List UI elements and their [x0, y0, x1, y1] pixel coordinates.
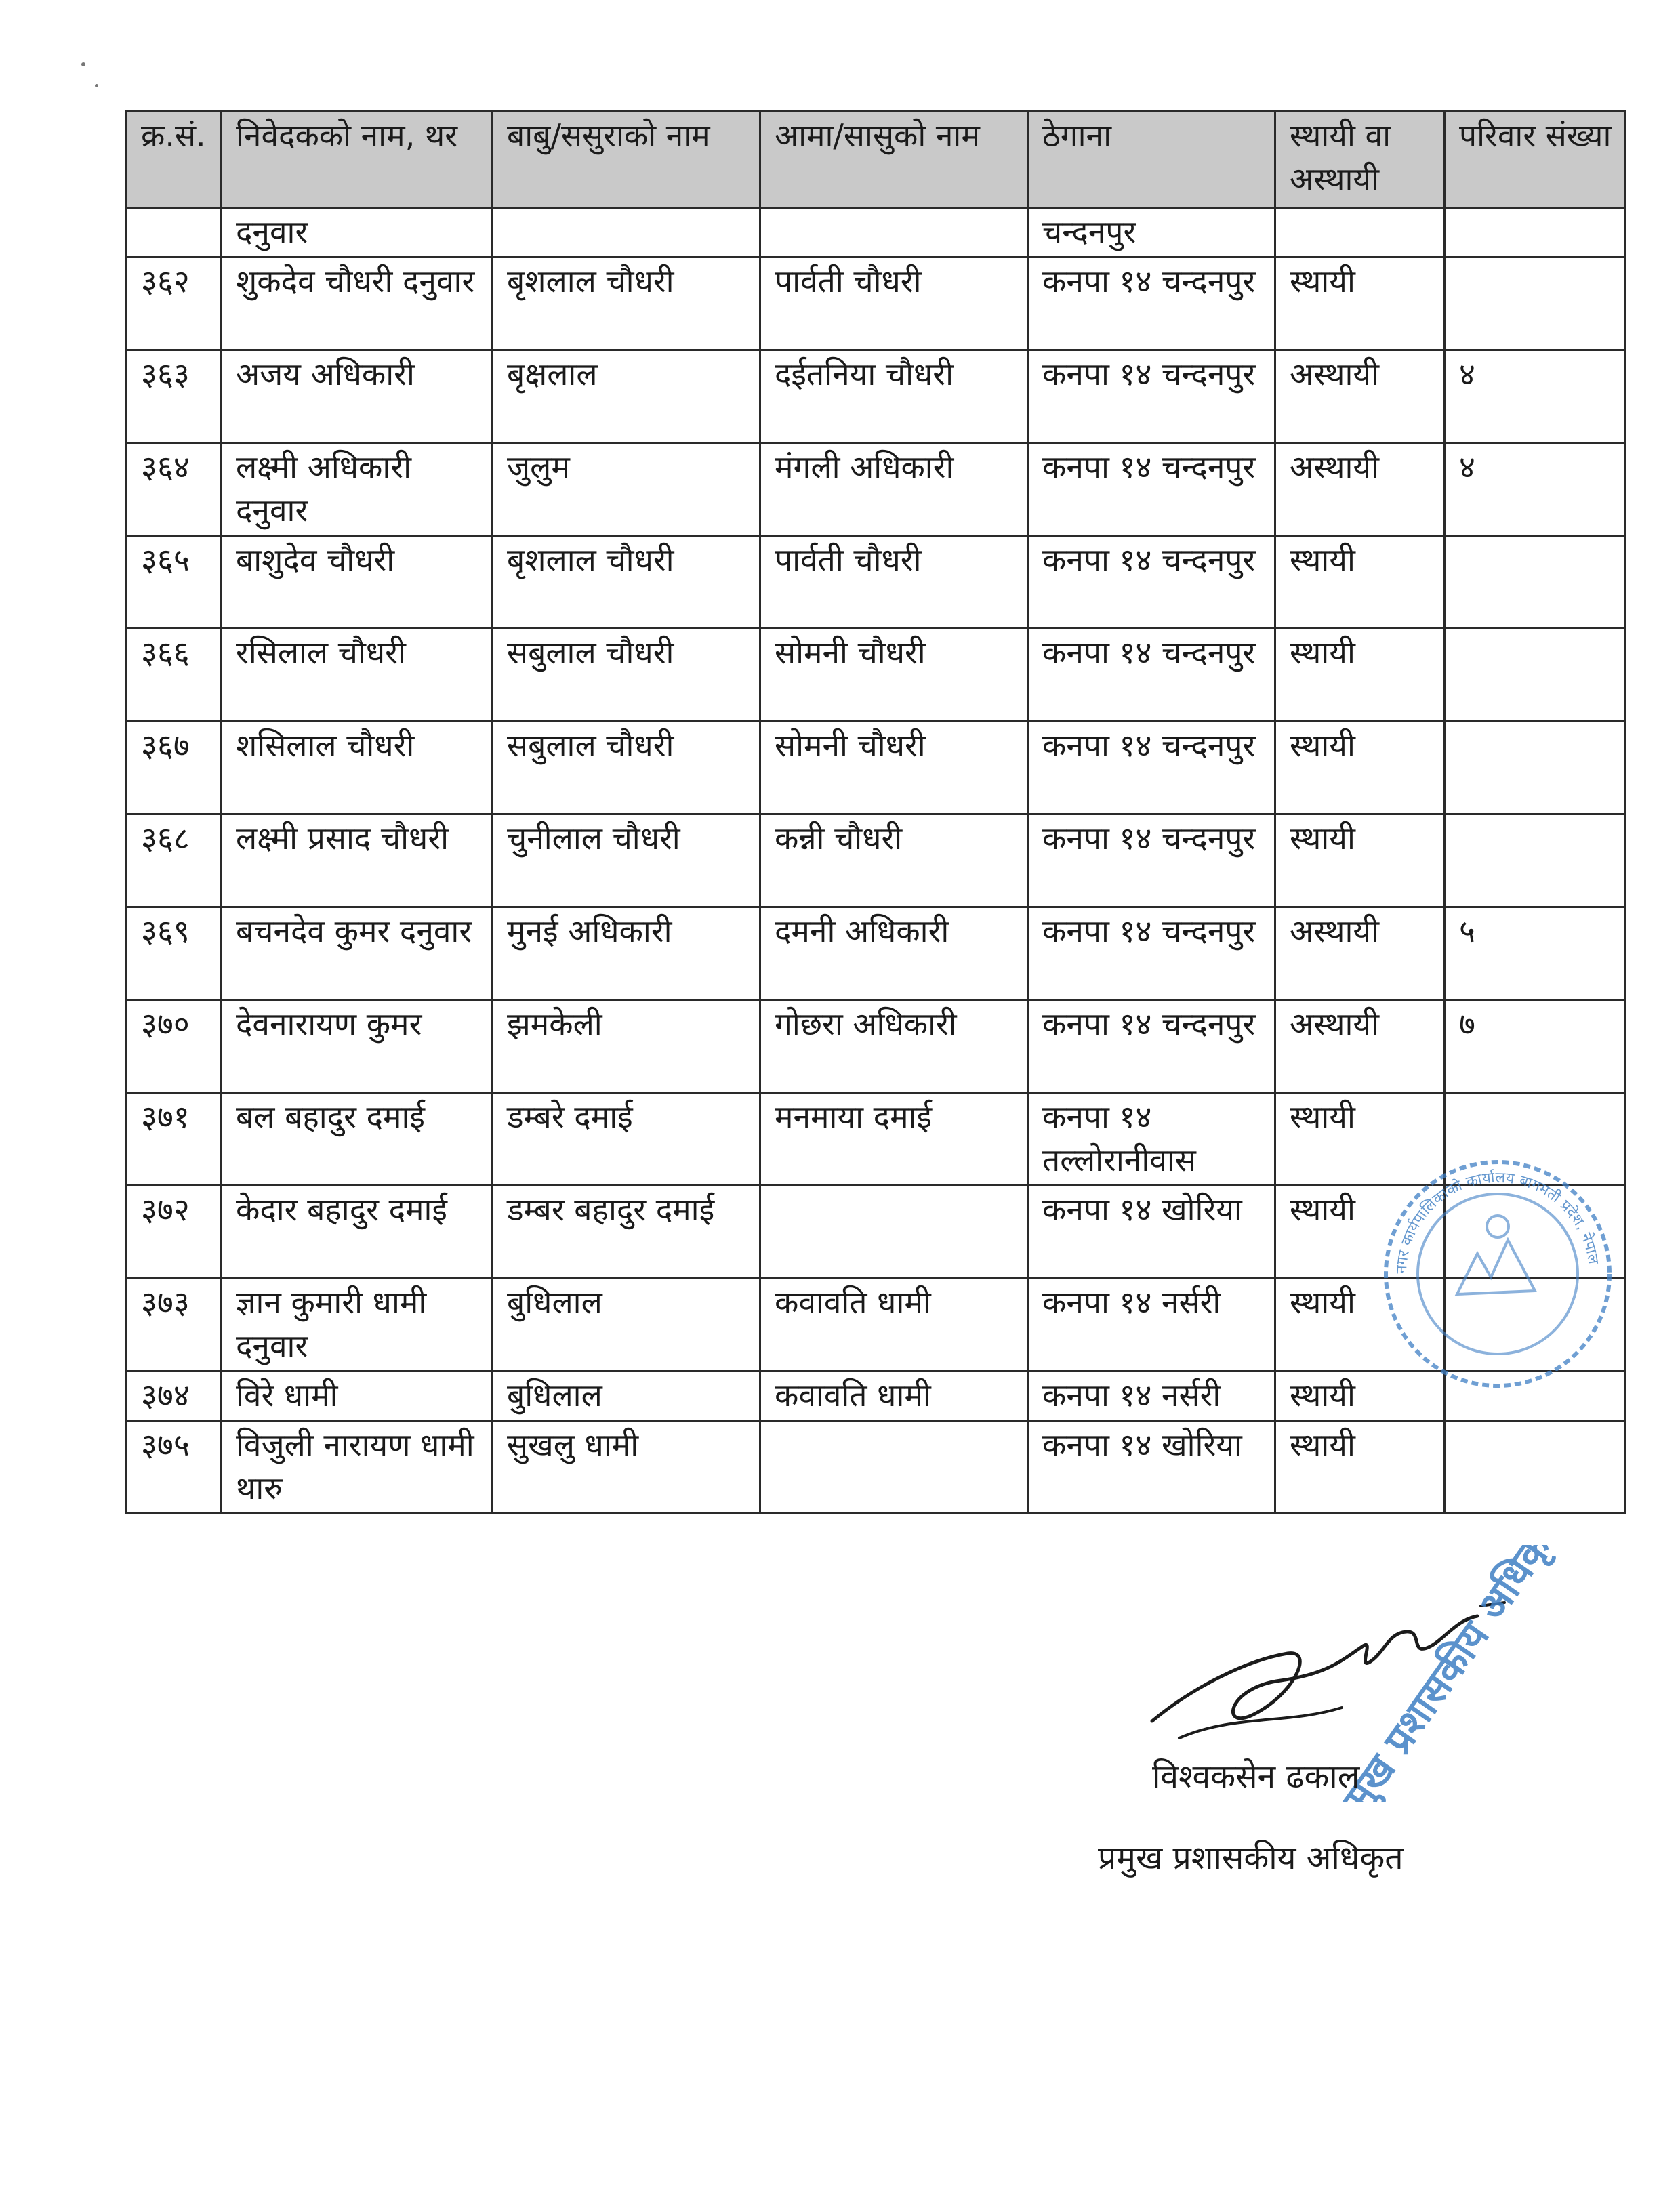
cell-father-name: जुलुम — [493, 443, 760, 536]
header-address: ठेगाना — [1028, 112, 1275, 208]
header-applicant-name: निवेदकको नाम, थर — [222, 112, 493, 208]
cell-father-name: बृक्षलाल — [493, 350, 760, 443]
scan-speck — [81, 62, 85, 66]
scan-speck — [95, 84, 98, 87]
cell-address: कनपा १४ चन्दनपुर — [1028, 1000, 1275, 1093]
cell-mother-name: मनमाया दमाई — [760, 1093, 1028, 1186]
cell-address: कनपा १४ चन्दनपुर — [1028, 443, 1275, 536]
cell-serial: ३६६ — [127, 629, 222, 722]
cell-address: कनपा १४ चन्दनपुर — [1028, 722, 1275, 814]
cell-family-count — [1445, 722, 1626, 814]
cell-serial: ३६३ — [127, 350, 222, 443]
cell-serial: ३७३ — [127, 1279, 222, 1371]
cell-father-name: डम्बरे दमाई — [493, 1093, 760, 1186]
table-row — [127, 350, 1626, 443]
cell-father-name — [493, 208, 760, 257]
cell-applicant-name: अजय अधिकारी — [222, 350, 493, 443]
cell-father-name: चुनीलाल चौधरी — [493, 814, 760, 907]
cell-mother-name: गोछरा अधिकारी — [760, 1000, 1028, 1093]
cell-mother-name: दईतनिया चौधरी — [760, 350, 1028, 443]
cell-family-count: ५ — [1445, 907, 1626, 1000]
cell-residency-status: स्थायी — [1275, 814, 1445, 907]
cell-residency-status: स्थायी — [1275, 1093, 1445, 1186]
cell-mother-name: कवावति धामी — [760, 1279, 1028, 1371]
cell-family-count: ७ — [1445, 1000, 1626, 1093]
cell-address: चन्दनपुर — [1028, 208, 1275, 257]
cell-address: कनपा १४ चन्दनपुर — [1028, 350, 1275, 443]
cell-serial: ३७१ — [127, 1093, 222, 1186]
table-header-row — [127, 112, 1626, 208]
signer-title: प्रमुख प्रशासकीय अधिकृत — [1098, 1839, 1404, 1877]
cell-father-name: मुनई अधिकारी — [493, 907, 760, 1000]
seal-text: नगर कार्यपालिकाको कार्यालय बागमती प्रदेश, नेपाल — [1393, 1169, 1602, 1275]
cell-serial: ३७२ — [127, 1186, 222, 1279]
cell-applicant-name: देवनारायण कुमर — [222, 1000, 493, 1093]
cell-father-name: डम्बर बहादुर दमाई — [493, 1186, 760, 1279]
cell-serial: ३६४ — [127, 443, 222, 536]
table-row — [127, 257, 1626, 350]
cell-residency-status: अस्थायी — [1275, 1000, 1445, 1093]
cell-address: कनपा १४ तल्लोरानीवास — [1028, 1093, 1275, 1186]
table-row — [127, 722, 1626, 814]
cell-family-count — [1445, 629, 1626, 722]
cell-mother-name: सोमनी चौधरी — [760, 722, 1028, 814]
cell-applicant-name: शुकदेव चौधरी दनुवार — [222, 257, 493, 350]
cell-serial: ३७० — [127, 1000, 222, 1093]
cell-mother-name — [760, 1421, 1028, 1514]
cell-applicant-name: लक्ष्मी अधिकारी दनुवार — [222, 443, 493, 536]
cell-residency-status: स्थायी — [1275, 1421, 1445, 1514]
cell-applicant-name: लक्ष्मी प्रसाद चौधरी — [222, 814, 493, 907]
table-row — [127, 443, 1626, 536]
cell-applicant-name: बचनदेव कुमर दनुवार — [222, 907, 493, 1000]
cell-serial: ३६२ — [127, 257, 222, 350]
cell-address: कनपा १४ चन्दनपुर — [1028, 907, 1275, 1000]
cell-father-name: सुखलु धामी — [493, 1421, 760, 1514]
cell-residency-status: स्थायी — [1275, 257, 1445, 350]
header-father-name: बाबु/ससुराको नाम — [493, 112, 760, 208]
cell-family-count: ४ — [1445, 443, 1626, 536]
cell-applicant-name: बाशुदेव चौधरी — [222, 536, 493, 629]
cell-serial — [127, 208, 222, 257]
designation-stamp-text: प्रमुख प्रशासकीय अधिकृत — [1322, 1545, 1573, 1802]
cell-family-count: ४ — [1445, 350, 1626, 443]
table-row — [127, 536, 1626, 629]
svg-text:नगर कार्यपालिकाको कार्यालय बाग — [1393, 1169, 1602, 1275]
cell-residency-status: अस्थायी — [1275, 907, 1445, 1000]
cell-father-name: बुधिलाल — [493, 1371, 760, 1421]
cell-mother-name: सोमनी चौधरी — [760, 629, 1028, 722]
cell-residency-status: स्थायी — [1275, 1371, 1445, 1421]
cell-father-name: सबुलाल चौधरी — [493, 629, 760, 722]
cell-mother-name — [760, 208, 1028, 257]
cell-family-count — [1445, 814, 1626, 907]
cell-address: कनपा १४ खोरिया — [1028, 1186, 1275, 1279]
cell-mother-name: दमनी अधिकारी — [760, 907, 1028, 1000]
header-serial: क्र.सं. — [127, 112, 222, 208]
cell-mother-name — [760, 1186, 1028, 1279]
table-row — [127, 1000, 1626, 1093]
cell-serial: ३७४ — [127, 1371, 222, 1421]
cell-applicant-name: दनुवार — [222, 208, 493, 257]
table-row — [127, 907, 1626, 1000]
header-family-count: परिवार संख्या — [1445, 112, 1626, 208]
table-row — [127, 208, 1626, 257]
cell-address: कनपा १४ चन्दनपुर — [1028, 257, 1275, 350]
cell-father-name: बुधिलाल — [493, 1279, 760, 1371]
cell-applicant-name: ज्ञान कुमारी धामी दनुवार — [222, 1279, 493, 1371]
cell-mother-name: कवावति धामी — [760, 1371, 1028, 1421]
cell-mother-name: पार्वती चौधरी — [760, 536, 1028, 629]
header-mother-name: आमा/सासुको नाम — [760, 112, 1028, 208]
cell-residency-status: स्थायी — [1275, 1279, 1445, 1371]
office-seal-stamp — [1376, 1152, 1620, 1396]
table-row — [127, 1421, 1626, 1514]
cell-applicant-name: बल बहादुर दमाई — [222, 1093, 493, 1186]
cell-serial: ३७५ — [127, 1421, 222, 1514]
cell-family-count — [1445, 536, 1626, 629]
table-row — [127, 814, 1626, 907]
cell-family-count — [1445, 257, 1626, 350]
cell-serial: ३६८ — [127, 814, 222, 907]
cell-serial: ३६९ — [127, 907, 222, 1000]
cell-applicant-name: रसिलाल चौधरी — [222, 629, 493, 722]
cell-applicant-name: विरे धामी — [222, 1371, 493, 1421]
cell-mother-name: मंगली अधिकारी — [760, 443, 1028, 536]
cell-address: कनपा १४ नर्सरी — [1028, 1279, 1275, 1371]
cell-residency-status: स्थायी — [1275, 1186, 1445, 1279]
cell-father-name: सबुलाल चौधरी — [493, 722, 760, 814]
cell-applicant-name: केदार बहादुर दमाई — [222, 1186, 493, 1279]
cell-mother-name: कन्नी चौधरी — [760, 814, 1028, 907]
cell-mother-name: पार्वती चौधरी — [760, 257, 1028, 350]
cell-serial: ३६५ — [127, 536, 222, 629]
cell-father-name: बृशलाल चौधरी — [493, 536, 760, 629]
cell-residency-status: अस्थायी — [1275, 443, 1445, 536]
cell-applicant-name: विजुली नारायण धामी थारु — [222, 1421, 493, 1514]
signer-name: विश्वकसेन ढकाल — [1152, 1758, 1360, 1796]
cell-family-count — [1445, 208, 1626, 257]
cell-residency-status: स्थायी — [1275, 536, 1445, 629]
cell-family-count — [1445, 1421, 1626, 1514]
cell-serial: ३६७ — [127, 722, 222, 814]
table-row — [127, 629, 1626, 722]
cell-address: कनपा १४ चन्दनपुर — [1028, 629, 1275, 722]
cell-residency-status — [1275, 208, 1445, 257]
cell-residency-status: स्थायी — [1275, 722, 1445, 814]
cell-address: कनपा १४ खोरिया — [1028, 1421, 1275, 1514]
cell-father-name: बृशलाल चौधरी — [493, 257, 760, 350]
cell-residency-status: अस्थायी — [1275, 350, 1445, 443]
header-residency-status: स्थायी वा अस्थायी — [1275, 112, 1445, 208]
cell-father-name: झमकेली — [493, 1000, 760, 1093]
cell-residency-status: स्थायी — [1275, 629, 1445, 722]
cell-applicant-name: शसिलाल चौधरी — [222, 722, 493, 814]
cell-address: कनपा १४ चन्दनपुर — [1028, 814, 1275, 907]
cell-address: कनपा १४ नर्सरी — [1028, 1371, 1275, 1421]
cell-address: कनपा १४ चन्दनपुर — [1028, 536, 1275, 629]
